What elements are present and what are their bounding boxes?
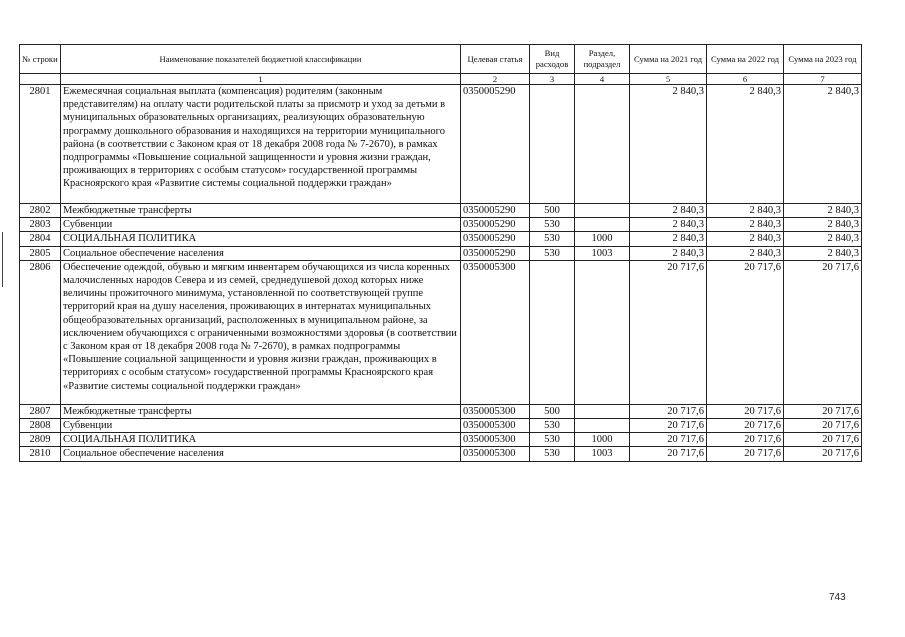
cell-expense-type (530, 260, 575, 404)
cell-sum-2023: 2 840,3 (784, 218, 862, 232)
cell-row-number: 2804 (20, 232, 61, 246)
cell-name: Ежемесячная социальная выплата (компенсация) родителям (законным представителям) на оплату части родительской платы за присмотр и уход за детьми в муниципальных образовательных организациях, реализующих образовательную программу дошкольного образования и находящихся на территории муниципального района (в соответствии с Законом края от 18 декабря 2008 года № 7-2670), в рамках подпрограммы «Повышение социальной защищенности и уровня жизни граждан, проживающих в территориях с особым статусом» государственной программы Красноярского края «Развитие системы социальной поддержки граждан» (61, 85, 461, 204)
cell-sum-2021: 2 840,3 (630, 232, 707, 246)
cell-row-number: 2802 (20, 204, 61, 218)
header-cell-section: Раздел, подраздел (575, 45, 630, 74)
cell-section (575, 260, 630, 404)
budget-table (19, 44, 862, 462)
cell-sum-2021: 20 717,6 (630, 419, 707, 433)
cell-name: СОЦИАЛЬНАЯ ПОЛИТИКА (61, 232, 461, 246)
column-numbers-row (20, 74, 862, 85)
cell-name: Социальное обеспечение населения (61, 447, 461, 461)
cell-sum-2023: 2 840,3 (784, 204, 862, 218)
table-row (20, 218, 862, 232)
column-number: 6 (707, 74, 784, 85)
cell-sum-2022: 20 717,6 (707, 447, 784, 461)
table-body (20, 74, 862, 462)
cell-row-number: 2806 (20, 260, 61, 404)
column-number: 4 (575, 74, 630, 85)
cell-section (575, 204, 630, 218)
cell-section: 1003 (575, 246, 630, 260)
cell-sum-2021: 20 717,6 (630, 404, 707, 418)
table-row (20, 85, 862, 204)
cell-expense-type: 530 (530, 218, 575, 232)
cell-target-code: 0350005290 (461, 218, 530, 232)
margin-mark (2, 232, 3, 287)
cell-expense-type: 500 (530, 204, 575, 218)
cell-name: Межбюджетные трансферты (61, 204, 461, 218)
cell-sum-2022: 2 840,3 (707, 218, 784, 232)
cell-section: 1000 (575, 232, 630, 246)
cell-target-code: 0350005290 (461, 85, 530, 204)
table-row (20, 260, 862, 404)
cell-sum-2021: 2 840,3 (630, 204, 707, 218)
cell-row-number: 2808 (20, 419, 61, 433)
cell-section: 1000 (575, 433, 630, 447)
table-row (20, 204, 862, 218)
header-cell-sum-2022: Сумма на 2022 год (707, 45, 784, 74)
cell-expense-type: 530 (530, 447, 575, 461)
cell-sum-2023: 20 717,6 (784, 260, 862, 404)
cell-expense-type: 530 (530, 419, 575, 433)
cell-section (575, 404, 630, 418)
cell-name: СОЦИАЛЬНАЯ ПОЛИТИКА (61, 433, 461, 447)
cell-target-code: 0350005290 (461, 246, 530, 260)
cell-target-code: 0350005300 (461, 447, 530, 461)
cell-row-number: 2809 (20, 433, 61, 447)
cell-sum-2021: 2 840,3 (630, 246, 707, 260)
cell-expense-type: 530 (530, 232, 575, 246)
cell-target-code: 0350005300 (461, 404, 530, 418)
cell-row-number: 2805 (20, 246, 61, 260)
cell-sum-2022: 20 717,6 (707, 404, 784, 418)
header-cell-name: Наименование показателей бюджетной классификации (61, 45, 461, 74)
cell-sum-2023: 2 840,3 (784, 85, 862, 204)
cell-section (575, 85, 630, 204)
cell-section (575, 218, 630, 232)
cell-sum-2022: 20 717,6 (707, 433, 784, 447)
column-number: 1 (61, 74, 461, 85)
cell-sum-2022: 2 840,3 (707, 246, 784, 260)
cell-target-code: 0350005300 (461, 260, 530, 404)
table-row (20, 232, 862, 246)
column-number (20, 74, 61, 85)
column-number: 2 (461, 74, 530, 85)
header-row (20, 45, 862, 74)
cell-expense-type: 530 (530, 246, 575, 260)
cell-name: Обеспечение одеждой, обувью и мягким инвентарем обучающихся из числа коренных малочисленных народов Севера и из семей, среднедушевой доход которых ниже величины прожиточного минимума, установленной по соответствующей группе территорий края на душу населения, проживающих в интернатах муниципальных общеобразовательных организаций, расположенных в муниципальном районе, за исключением обучающихся с ограниченными возможностями здоровья (в соответствии с Законом края от 18 декабря 2008 года № 7-2670), в рамках подпрограммы «Повышение социальной защищенности и уровня жизни граждан, проживающих в территориях с особым статусом» государственной программы Красноярского края «Развитие системы социальной поддержки граждан» (61, 260, 461, 404)
cell-name: Межбюджетные трансферты (61, 404, 461, 418)
cell-row-number: 2807 (20, 404, 61, 418)
page-number: 743 (829, 592, 846, 603)
header-cell-target-code: Целевая статья (461, 45, 530, 74)
cell-sum-2023: 2 840,3 (784, 246, 862, 260)
header-cell-expense-type: Вид расходов (530, 45, 575, 74)
cell-target-code: 0350005300 (461, 419, 530, 433)
column-number: 5 (630, 74, 707, 85)
table-row (20, 447, 862, 461)
table-row (20, 246, 862, 260)
cell-sum-2022: 2 840,3 (707, 204, 784, 218)
column-number: 3 (530, 74, 575, 85)
cell-name: Социальное обеспечение населения (61, 246, 461, 260)
cell-target-code: 0350005290 (461, 232, 530, 246)
header-cell-sum-2023: Сумма на 2023 год (784, 45, 862, 74)
cell-sum-2022: 2 840,3 (707, 232, 784, 246)
cell-sum-2022: 20 717,6 (707, 260, 784, 404)
cell-sum-2021: 2 840,3 (630, 218, 707, 232)
cell-sum-2021: 20 717,6 (630, 447, 707, 461)
cell-target-code: 0350005290 (461, 204, 530, 218)
cell-section (575, 419, 630, 433)
cell-sum-2022: 2 840,3 (707, 85, 784, 204)
cell-sum-2023: 20 717,6 (784, 404, 862, 418)
cell-sum-2021: 20 717,6 (630, 260, 707, 404)
cell-sum-2023: 20 717,6 (784, 447, 862, 461)
cell-section: 1003 (575, 447, 630, 461)
cell-sum-2023: 20 717,6 (784, 433, 862, 447)
cell-row-number: 2810 (20, 447, 61, 461)
cell-sum-2021: 2 840,3 (630, 85, 707, 204)
table-row (20, 433, 862, 447)
cell-expense-type: 500 (530, 404, 575, 418)
cell-sum-2021: 20 717,6 (630, 433, 707, 447)
table-row (20, 419, 862, 433)
column-number: 7 (784, 74, 862, 85)
cell-sum-2022: 20 717,6 (707, 419, 784, 433)
cell-name: Субвенции (61, 419, 461, 433)
header-cell-row-number: № строки (20, 45, 61, 74)
header-cell-sum-2021: Сумма на 2021 год (630, 45, 707, 74)
cell-sum-2023: 2 840,3 (784, 232, 862, 246)
cell-row-number: 2803 (20, 218, 61, 232)
cell-sum-2023: 20 717,6 (784, 419, 862, 433)
cell-name: Субвенции (61, 218, 461, 232)
cell-target-code: 0350005300 (461, 433, 530, 447)
cell-expense-type: 530 (530, 433, 575, 447)
table-row (20, 404, 862, 418)
cell-expense-type (530, 85, 575, 204)
cell-row-number: 2801 (20, 85, 61, 204)
